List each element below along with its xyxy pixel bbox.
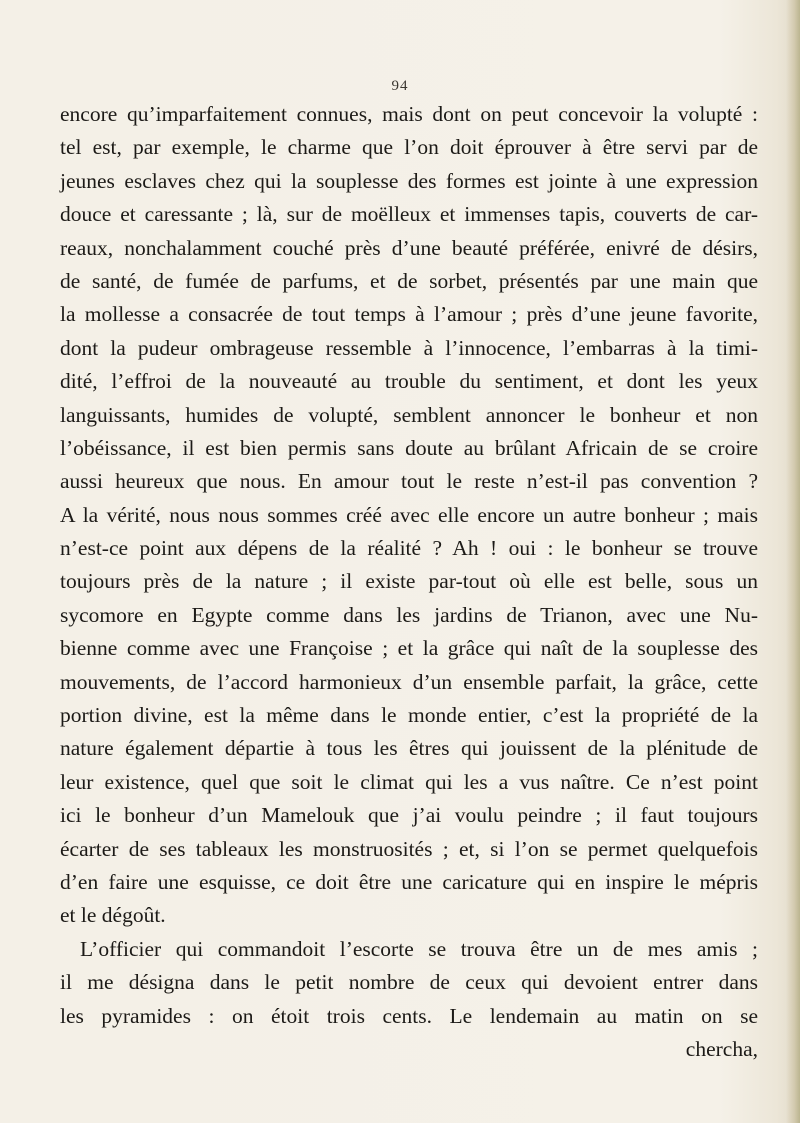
text-line: dont la pudeur ombrageuse ressemble à l’innocence, l’embarras à la timi- <box>60 335 758 360</box>
text-line: les pyramides : on étoit trois cents. Le lendemain au matin on se <box>60 1003 758 1028</box>
text-line: sycomore en Egypte comme dans les jardins de Trianon, avec une Nu- <box>60 602 758 627</box>
body-text <box>60 98 758 1066</box>
page-number: 94 <box>391 78 409 94</box>
text-line: toujours près de la nature ; il existe par-tout où elle est belle, sous un <box>60 569 758 594</box>
text-line: n’est-ce point aux dépens de la réalité ? Ah ! oui : le bonheur se trouve <box>60 536 758 561</box>
text-line: écarter de ses tableaux les monstruosités ; et, si l’on se permet quelquefois <box>60 836 758 861</box>
text-line: encore qu’imparfaitement connues, mais dont on peut concevoir la volupté : <box>60 102 758 126</box>
text-line: A la vérité, nous nous sommes créé avec elle encore un autre bonheur ; mais <box>60 502 758 527</box>
text-line: d’en faire une esquisse, ce doit être une caricature qui en inspire le mépris <box>60 869 758 894</box>
text-line: jeunes esclaves chez qui la souplesse des formes est jointe à une expression <box>60 168 758 193</box>
text-line: il me désigna dans le petit nombre de ceux qui devoient entrer dans <box>60 970 758 995</box>
text-line: et le dégoût. <box>60 903 166 928</box>
text-line: de santé, de fumée de parfums, et de sorbet, présentés par une main que <box>60 268 758 293</box>
text-line: mouvements, de l’accord harmonieux d’un ensemble parfait, la grâce, cette <box>60 669 758 694</box>
text-line: l’obéissance, il est bien permis sans doute au brûlant Africain de se croire <box>60 435 758 460</box>
text-line: la mollesse a consacrée de tout temps à l’amour ; près d’une jeune favorite, <box>60 302 758 327</box>
text-line: leur existence, quel que soit le climat qui les a vus naître. Ce n’est point <box>60 769 758 794</box>
text-line: douce et caressante ; là, sur de moëlleux et immenses tapis, couverts de car- <box>60 202 758 227</box>
text-line: languissants, humides de volupté, semblent annoncer le bonheur et non <box>60 402 758 427</box>
text-line: portion divine, est la même dans le monde entier, c’est la propriété de la <box>60 703 758 728</box>
text-line: nature également départie à tous les êtres qui jouissent de la plénitude de <box>60 736 758 761</box>
text-line: tel est, par exemple, le charme que l’on doit éprouver à être servi par de <box>60 135 758 160</box>
text-line: reaux, nonchalamment couché près d’une beauté préférée, enivré de désirs, <box>60 235 758 260</box>
text-line: L’officier qui commandoit l’escorte se trouva être un de mes amis ; <box>80 936 758 961</box>
page-edge-shadow <box>786 0 800 1123</box>
catchword: chercha, <box>685 1036 758 1061</box>
text-line: ici le bonheur d’un Mamelouk que j’ai voulu peindre ; il faut toujours <box>60 803 758 828</box>
text-line: aussi heureux que nous. En amour tout le reste n’est-il pas convention ? <box>60 469 758 494</box>
text-line: dité, l’effroi de la nouveauté au trouble du sentiment, et dont les yeux <box>60 369 758 394</box>
text-line: bienne comme avec une Françoise ; et la grâce qui naît de la souplesse des <box>60 636 758 661</box>
